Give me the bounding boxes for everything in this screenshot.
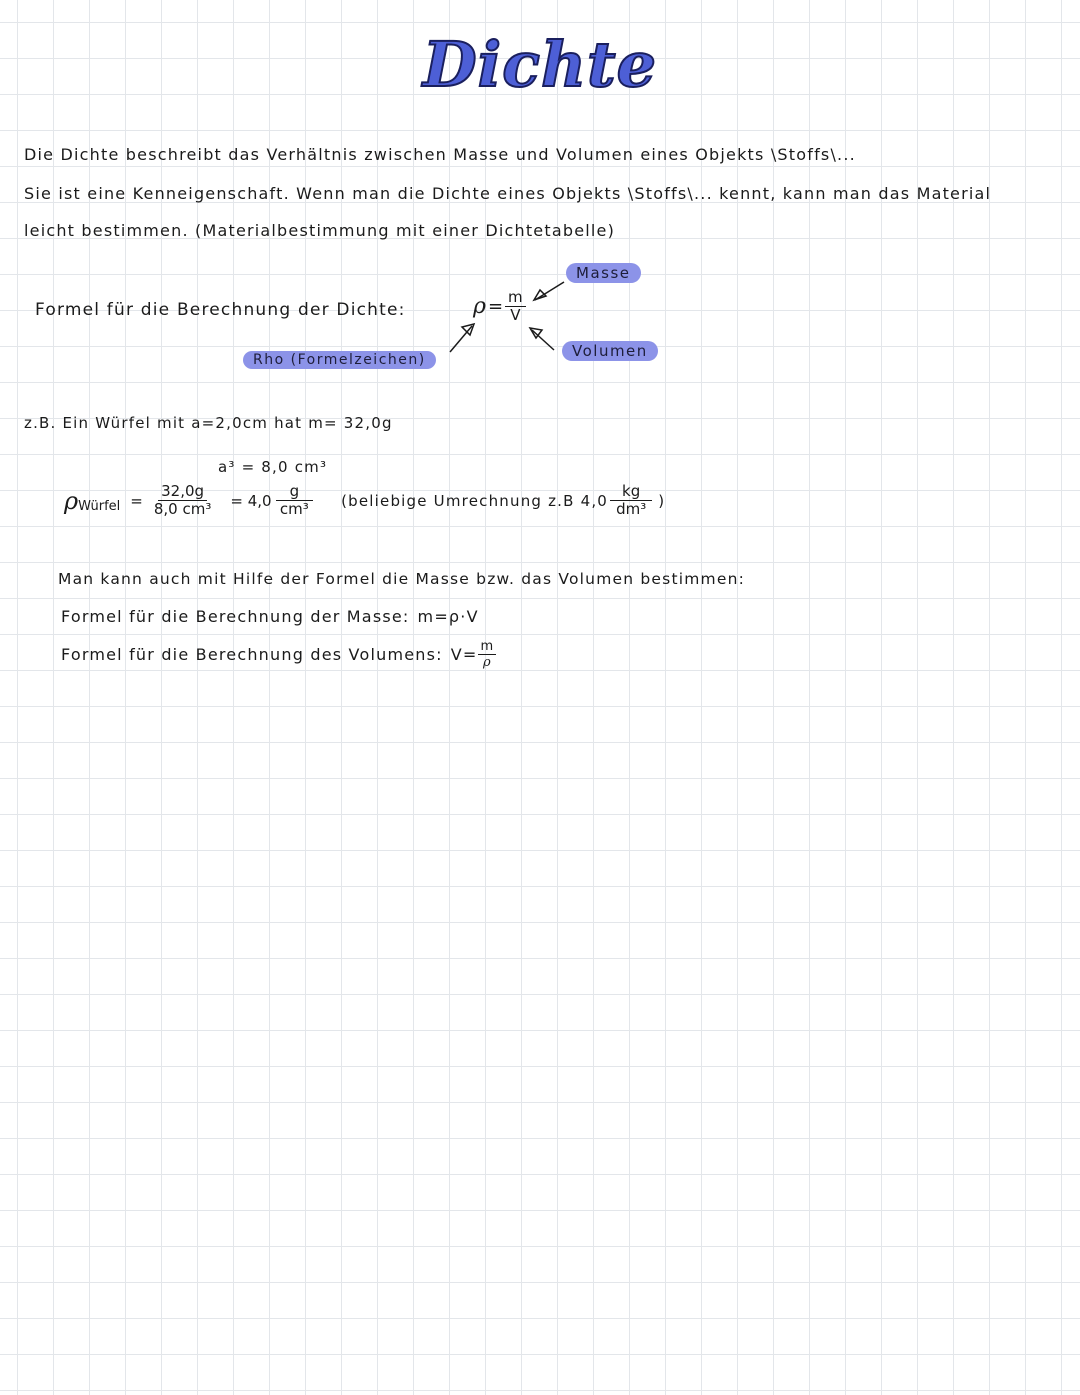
- conversion-fraction: [610, 484, 652, 517]
- volumen-formula-den: ρ: [483, 655, 491, 670]
- masse-formula-row: [61, 607, 479, 626]
- outro-line-1: Man kann auch mit Hilfe der Formel die Masse bzw. das Volumen bestimmen:: [58, 570, 746, 588]
- volumen-formula-num: m: [478, 640, 497, 655]
- volumen-formula-prefix: V=: [450, 645, 478, 664]
- example-fraction-1: [151, 484, 215, 517]
- example-calculation: [64, 484, 664, 517]
- formula-denominator: V: [510, 306, 521, 324]
- masse-formula: m=ρ·V: [417, 607, 479, 626]
- formula-label: Formel für die Berechnung der Dichte:: [35, 300, 406, 320]
- conversion-prefix: (beliebige Umrechnung z.B 4,0: [341, 491, 609, 510]
- rho-symbol: ρ: [473, 294, 486, 319]
- arrow-rho-head: [462, 324, 474, 335]
- conversion-suffix: ): [658, 491, 665, 510]
- intro-line-3: leicht bestimmen. (Materialbestimmung mit einer Dichtetabelle): [24, 221, 616, 240]
- example-eq1: =: [130, 491, 143, 510]
- volumen-formula-label: Formel für die Berechnung des Volumens:: [61, 645, 443, 664]
- example-frac2-num: g: [276, 484, 314, 501]
- arrow-volumen: [532, 330, 554, 350]
- formula-equals: =: [487, 296, 504, 317]
- volumen-formula-row: [61, 640, 496, 669]
- masse-badge: Masse: [566, 263, 641, 283]
- conversion-den: dm³: [616, 500, 647, 518]
- formula-numerator: m: [505, 290, 526, 307]
- page-title: Dichte: [422, 28, 658, 101]
- intro-line-1: Die Dichte beschreibt das Verhältnis zwischen Masse und Volumen eines Objekts \Stoffs\...: [24, 145, 856, 164]
- example-fraction-2: [276, 484, 314, 517]
- arrow-rho: [450, 326, 472, 352]
- conversion-num: kg: [610, 484, 652, 501]
- example-intro: z.B. Ein Würfel mit a=2,0cm hat m= 32,0g: [24, 414, 393, 432]
- example-frac1-den: 8,0 cm³: [153, 500, 212, 518]
- rho-badge: Rho (Formelzeichen): [243, 351, 436, 369]
- volumen-badge: Volumen: [562, 341, 658, 361]
- volumen-formula-fraction: [478, 640, 497, 669]
- example-rho-symbol: ρ: [64, 486, 79, 515]
- example-frac1-num: 32,0g: [158, 484, 207, 501]
- example-eq2: = 4,0: [230, 491, 272, 510]
- intro-line-2: Sie ist eine Kenneigenschaft. Wenn man die Dichte eines Objekts \Stoffs\... kennt, kann man das Material: [24, 184, 992, 203]
- masse-formula-label: Formel für die Berechnung der Masse:: [61, 607, 410, 626]
- arrow-masse-head: [534, 290, 546, 300]
- example-rho-sub: Würfel: [78, 499, 121, 514]
- example-frac2-den: cm³: [279, 500, 309, 518]
- example-volume: a³ = 8,0 cm³: [218, 458, 328, 476]
